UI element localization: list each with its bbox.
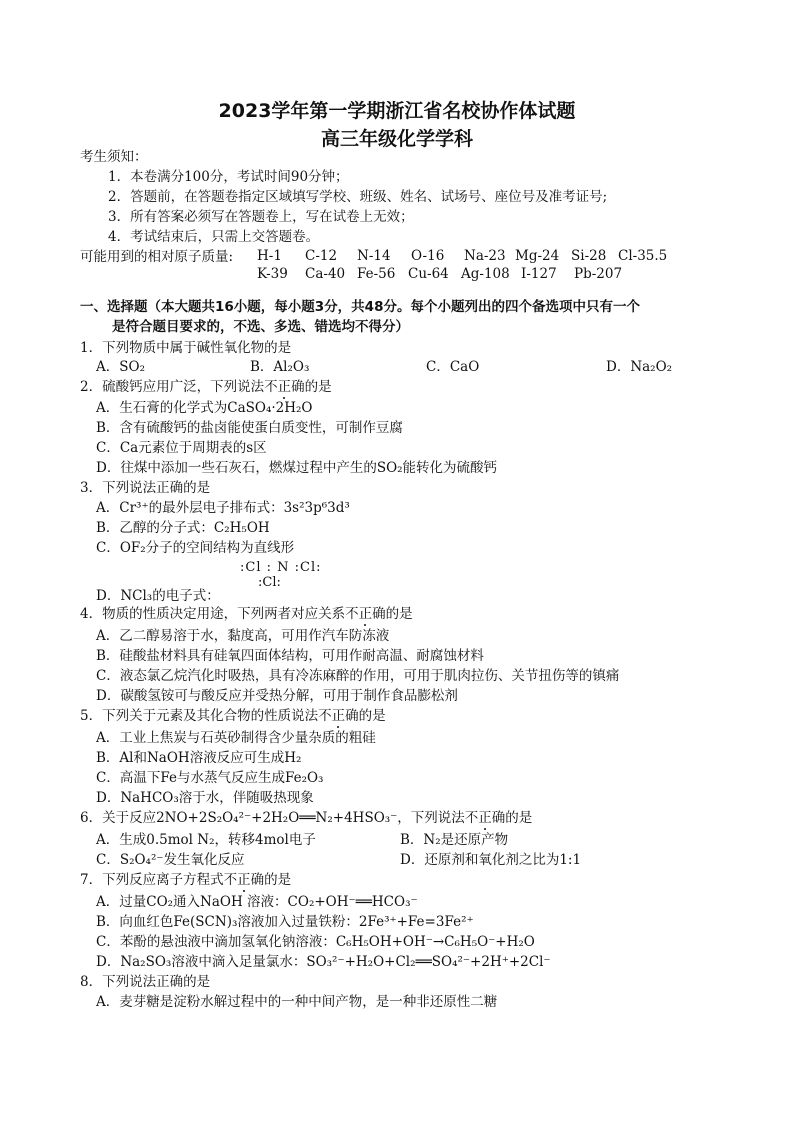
question-1-stem: 1．下列物质中属于碱性氧化物的是 xyxy=(80,340,292,356)
question-4-option-b: B．硅酸盐材料具有硅氧四面体结构，可用作耐高温、耐腐蚀材料 xyxy=(96,648,484,664)
question-6-stem: 6．关于反应2NO+2S₂O₄²⁻+2H₂O══N₂+4HSO₃⁻，下列说法不正确的是 xyxy=(80,810,533,826)
emphasis-dotted: 不正确 xyxy=(223,872,265,888)
atomic-mass: C-12 xyxy=(305,248,338,264)
notice-item-1: 1．本卷满分100分，考试时间90分钟； xyxy=(108,169,349,185)
question-2-stem: 2．硫酸钙应用广泛，下列说法不正确的是 xyxy=(80,379,332,395)
question-4-option-d: D．碳酸氢铵可与酸反应并受热分解，可用于制作食品膨松剂 xyxy=(96,688,458,704)
atomic-mass: Mg-24 xyxy=(515,248,560,264)
question-7-option-d: D．Na₂SO₃溶液中滴入足量氯水：SO₃²⁻+H₂O+Cl₂══SO₄²⁻+2H⁺+2Cl⁻ xyxy=(96,954,551,970)
emphasis-dotted: 不正确 xyxy=(318,708,359,724)
atomic-mass: Pb-207 xyxy=(574,266,623,282)
question-6-option-c: C．S₂O₄²⁻发生氧化反应 xyxy=(96,852,245,868)
question-3-stem: 3．下列说法正确的是 xyxy=(80,480,211,496)
question-3-option-d: D．NCl₃的电子式： xyxy=(96,588,220,604)
question-3-option-b: B．乙醇的分子式：C₂H₅OH xyxy=(96,520,270,536)
question-1-option-a: A．SO₂ xyxy=(96,359,145,375)
section-heading-line-1: 一、选择题（本大题共16小题，每小题3分，共48分。每个小题列出的四个备选项中只有一个 xyxy=(80,299,640,315)
atomic-mass: Ca-40 xyxy=(305,266,346,282)
question-1-option-c: C．CaO xyxy=(426,359,480,375)
atomic-mass: Cl-35.5 xyxy=(618,248,668,264)
question-7-stem: 7．下列反应离子方程式不正确的是 xyxy=(80,872,292,888)
question-6-option-d: D．还原剂和氧化剂之比为1:1 xyxy=(400,852,582,868)
question-5-option-b: B．Al和NaOH溶液反应可生成H₂ xyxy=(96,750,302,766)
atomic-mass: Ag-108 xyxy=(461,266,510,282)
question-1-option-d: D．Na₂O₂ xyxy=(606,359,673,375)
atomic-mass: I-127 xyxy=(521,266,557,282)
question-4-option-c: C．液态氯乙烷汽化时吸热，具有冷冻麻醉的作用，可用于肌肉拉伤、关节扭伤等的镇痛 xyxy=(96,668,620,684)
exam-subtitle: 高三年级化学学科 xyxy=(320,128,473,150)
question-5-option-a: A．工业上焦炭与石英砂制得含少量杂质的粗硅 xyxy=(96,730,376,746)
atomic-mass: Si-28 xyxy=(571,248,607,264)
question-2-option-d: D．往煤中添加一些石灰石，燃煤过程中产生的SO₂能转化为硫酸钙 xyxy=(96,460,498,476)
question-8-option-a: A．麦芽糖是淀粉水解过程中的一种中间产物，是一种非还原性二糖 xyxy=(96,994,498,1010)
notice-heading: 考生须知： xyxy=(80,149,148,165)
section-heading-line-2: 是符合题目要求的，不选、多选、错选均不得分） xyxy=(112,319,409,335)
question-4-option-a: A．乙二醇易溶于水，黏度高，可用作汽车防冻液 xyxy=(96,628,390,644)
emphasis-dotted: 不正确 xyxy=(264,379,305,395)
atomic-mass: Na-23 xyxy=(464,248,506,264)
atomic-mass: H-1 xyxy=(257,248,282,264)
question-8-stem: 8．下列说法正确的是 xyxy=(80,974,211,990)
atomic-mass: O-16 xyxy=(411,248,445,264)
atomic-mass: K-39 xyxy=(257,266,288,282)
question-4-stem: 4．物质的性质决定用途，下列两者对应关系不正确的是 xyxy=(80,606,413,622)
question-3-option-a: A．Cr³⁺的最外层电子排布式：3s²3p⁶3d³ xyxy=(96,500,350,516)
ncl3-lewis-structure: :Cl : N :Cl: :Cl: xyxy=(240,560,322,590)
question-2-option-a: A．生石膏的化学式为CaSO₄·2H₂O xyxy=(96,400,313,416)
atomic-mass: Fe-56 xyxy=(357,266,396,282)
question-7-option-c: C．苯酚的悬浊液中滴加氢氧化钠溶液：C₆H₅OH+OH⁻→C₆H₅O⁻+H₂O xyxy=(96,934,535,950)
question-1-option-b: B．Al₂O₃ xyxy=(250,359,310,375)
question-5-stem: 5．下列关于元素及其化合物的性质说法不正确的是 xyxy=(80,708,386,724)
question-7-option-a: A．过量CO₂通入NaOH 溶液：CO₂+OH⁻══HCO₃⁻ xyxy=(96,894,418,910)
question-5-option-d: D．NaHCO₃溶于水，伴随吸热现象 xyxy=(96,790,314,806)
question-3-option-c: C．OF₂分子的空间结构为直线形 xyxy=(96,540,295,556)
question-6-option-a: A．生成0.5mol N₂，转移4mol电子 xyxy=(96,832,316,848)
atomic-mass: N-14 xyxy=(357,248,391,264)
atomic-mass-label: 可能用到的相对原子质量: xyxy=(80,249,234,265)
emphasis-dotted: 不正确 xyxy=(464,810,506,826)
question-2-option-c: C．Ca元素位于周期表的s区 xyxy=(96,440,267,456)
emphasis-dotted: 不正确 xyxy=(345,606,386,622)
question-5-option-c: C．高温下Fe与水蒸气反应生成Fe₂O₃ xyxy=(96,770,324,786)
notice-item-4: 4．考试结束后，只需上交答题卷。 xyxy=(108,229,320,245)
question-7-option-b: B．向血红色Fe(SCN)₃溶液加入过量铁粉：2Fe³⁺+Fe=3Fe²⁺ xyxy=(96,914,474,930)
atomic-mass: Cu-64 xyxy=(408,266,449,282)
question-2-option-b: B．含有硫酸钙的盐卤能使蛋白质变性，可制作豆腐 xyxy=(96,420,403,436)
notice-item-3: 3．所有答案必须写在答题卷上，写在试卷上无效； xyxy=(108,209,414,225)
question-6-option-b: B．N₂是还原产物 xyxy=(400,832,509,848)
notice-item-2: 2．答题前，在答题卷指定区域填写学校、班级、姓名、试场号、座位号及准考证号; xyxy=(108,189,608,205)
exam-title: 2023学年第一学期浙江省名校协作体试题 xyxy=(218,100,576,122)
